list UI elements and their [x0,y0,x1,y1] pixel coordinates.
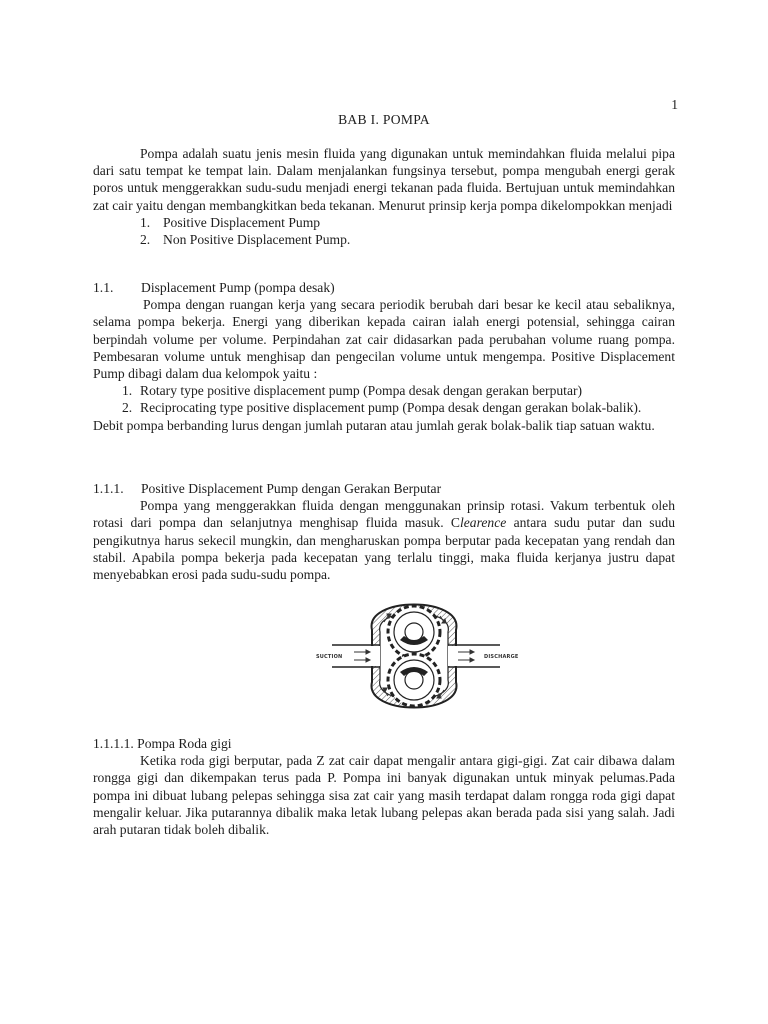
italic-term: learence [459,515,507,531]
gear-pump-diagram [314,586,520,726]
section-1-1 [93,279,675,434]
list-item [93,382,675,399]
lower-gear [388,654,440,706]
section-title: Displacement Pump (pompa desak) [141,280,335,295]
list-text: Reciprocating type positive displacement pump (Pompa desak dengan gerakan bolak-balik). [140,400,642,416]
discharge-label: DISCHARGE [484,654,519,660]
section-number: 1.1.1. [93,481,124,496]
page-number: 1 [671,97,678,112]
list-text: Rotary type positive displacement pump (Pompa desak dengan gerakan berputar) [140,383,583,399]
section-1-1-1-1 [93,735,675,838]
section-paragraph [93,497,675,583]
upper-gear [388,606,440,658]
section-heading [93,480,675,497]
list-number: 1. [122,383,133,399]
list-number: 1. [140,214,151,230]
section-paragraph: Ketika roda gigi berputar, pada Z zat cair dapat mengalir antara gigi-gigi. Zat cair dibawa dalam rongga gigi dan dikempakan terus pada P. Pompa ini banyak digunakan untuk minyak pelumas.Pada pompa ini dibuat lubang pelepas sehingga sisa zat cair yang masih terdapat dalam rongga roda gigi dapat mengalir keluar. Jika putarannya dibalik maka letak lubang pelepas akan berada pada sisi yang salah. Jadi arah putaran tidak boleh dibalik. [93,753,675,838]
list-item [93,214,675,231]
suction-label: SUCTION [316,654,343,660]
section-paragraph: Pompa dengan ruangan kerja yang secara periodik berubah dari besar ke kecil atau sebaliknya, selama pompa bekerja. Energi yang diberikan kepada cairan ialah energi potensial, sehingga cairan berpindah volume per volume. Perpindahan zat cair didasarkan pada perubahan volume ruang pompa. Pembesaran volume untuk menghisap dan pengecilan volume untuk mengempa. Positive Displacement Pump dibagi dalam dua kelompok yaitu : [93,297,675,382]
list-text: Positive Displacement Pump [163,214,321,230]
list-number: 2. [140,232,151,248]
chapter-title: BAB I. POMPA [338,112,430,127]
paragraph-text: antara sudu putar dan sudu pengikutnya harus sekecil mungkin, dan mengharuskan pompa berputar pada kecepatan yang rendah dan stabil. Apabila pompa bekerja pada kecepatan yang terlalu tinggi, maka fluida kerjanya justru dapat menyebabkan erosi pada sudu-sudu pompa. [93,515,675,583]
paragraph-text: Pompa yang menggerakkan fluida dengan menggunakan prinsip rotasi. Vakum terbentuk oleh rotasi dari pompa dan selanjutnya menghisap fluida masuk. C [93,498,675,531]
section-heading [93,279,675,296]
list-item [93,231,675,248]
section-closing-paragraph: Debit pompa berbanding lurus dengan jumlah putaran atau jumlah gerak bolak-balik tiap satuan waktu. [93,417,655,433]
list-number: 2. [122,400,133,416]
section-heading: 1.1.1.1. Pompa Roda gigi [93,736,232,751]
section-number: 1.1. [93,280,114,295]
list-item [93,399,675,416]
section-title: Positive Displacement Pump dengan Gerakan Berputar [141,481,442,496]
section-1-1-1 [93,480,675,583]
list-text: Non Positive Displacement Pump. [163,232,351,248]
intro-paragraph: Pompa adalah suatu jenis mesin fluida yang digunakan untuk memindahkan fluida melalui pipa dari satu tempat ke tempat lain. Dalam menjalankan fungsinya tersebut, pompa mengubah energi gerak poros untuk menggerakkan sudu-sudu menjadi energi tekanan pada fluida. Bertujuan untuk memindahkan zat cair yaitu dengan membangkitkan beda tekanan. Menurut prinsip kerja pompa dikelompokkan menjadi [93,146,675,213]
intro-section [93,145,675,248]
